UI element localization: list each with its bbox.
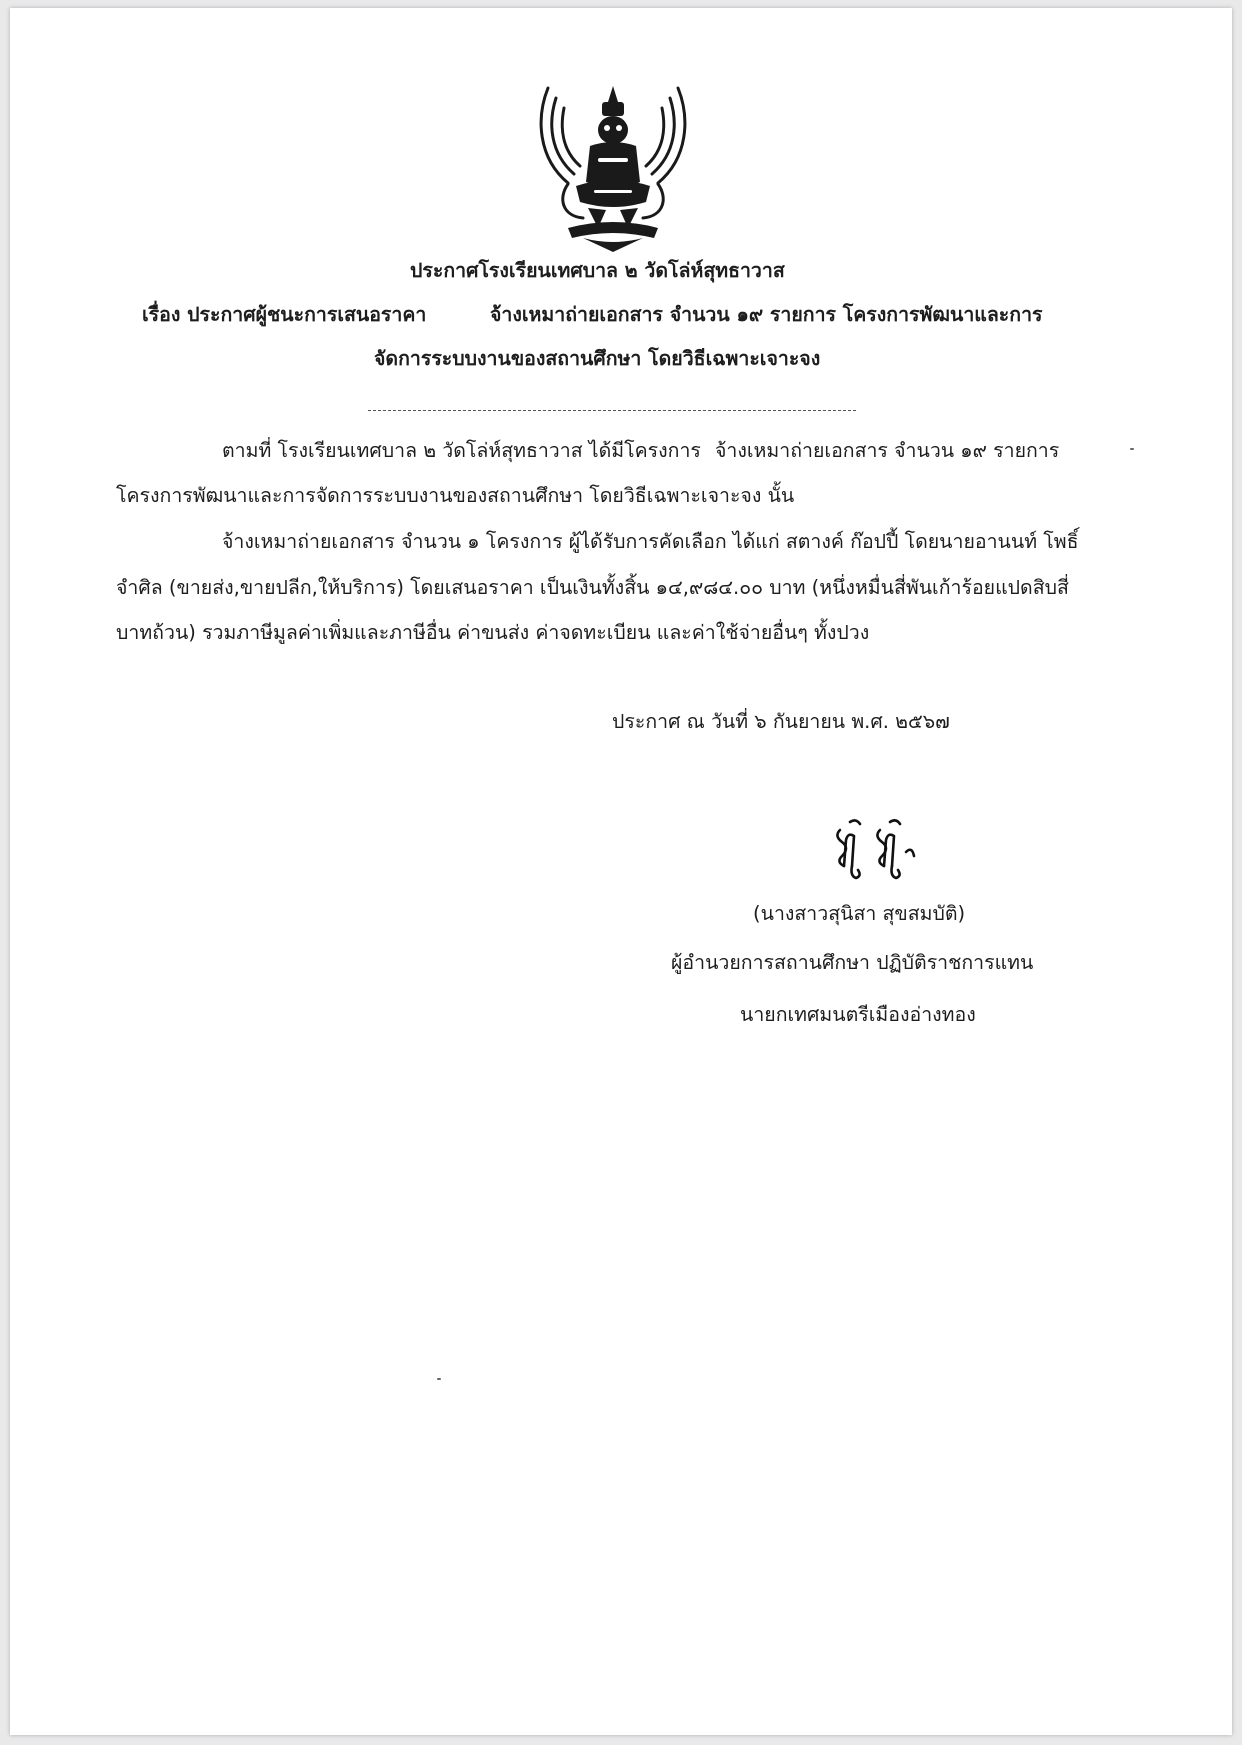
paragraph2-line2: จำศิล (ขายส่ง,ขายปลีก,ให้บริการ) โดยเสนอราคา เป็นเงินทั้งสิ้น ๑๔,๙๘๔.๐๐ บาท (หนึ่งหมื่นสี่พันเก้าร้อยแปดสิบสี่ [116, 576, 1069, 599]
paragraph1-line1-a: ตามที่ โรงเรียนเทศบาล ๒ วัดโล่ห์สุทธาวาส ได้มีโครงการ [222, 439, 701, 462]
paragraph1-line2: โครงการพัฒนาและการจัดการระบบงานของสถานศึกษา โดยวิธีเฉพาะเจาะจง นั้น [116, 484, 795, 507]
signer-position-2: นายกเทศมนตรีเมืองอ่างทอง [740, 1003, 976, 1026]
scan-speck [437, 1378, 441, 1380]
scan-speck [1130, 448, 1134, 450]
signer-position-1: ผู้อำนวยการสถานศึกษา ปฏิบัติราชการแทน [671, 951, 1034, 974]
signature-image [820, 812, 930, 892]
announcement-date: ประกาศ ณ วันที่ ๖ กันยายน พ.ศ. ๒๕๖๗ [612, 710, 950, 733]
paragraph2-line3: บาทถ้วน) รวมภาษีมูลค่าเพิ่มและภาษีอื่น ค่าขนส่ง ค่าจดทะเบียน และค่าใช้จ่ายอื่นๆ ทั้งปวง [116, 621, 870, 644]
signer-name: (นางสาวสุนิสา สุขสมบัติ) [753, 902, 966, 925]
announcement-title: ประกาศโรงเรียนเทศบาล ๒ วัดโล่ห์สุทธาวาส [410, 259, 785, 282]
subject-text-line2: จัดการระบบงานของสถานศึกษา โดยวิธีเฉพาะเจาะจง [374, 347, 821, 370]
divider-line [368, 410, 856, 411]
subject-text-line1: จ้างเหมาถ่ายเอกสาร จำนวน ๑๙ รายการ โครงการพัฒนาและการ [490, 303, 1043, 326]
paragraph1-line1-b: จ้างเหมาถ่ายเอกสาร จำนวน ๑๙ รายการ [715, 439, 1060, 462]
paragraph2-line1: จ้างเหมาถ่ายเอกสาร จำนวน ๑ โครงการ ผู้ได้รับการคัดเลือก ได้แก่ สตางค์ ก๊อปปี้ โดยนายอานนท์ โพธิ์ [222, 530, 1079, 553]
subject-label: เรื่อง ประกาศผู้ชนะการเสนอราคา [142, 303, 427, 326]
garuda-emblem-icon [528, 78, 698, 254]
